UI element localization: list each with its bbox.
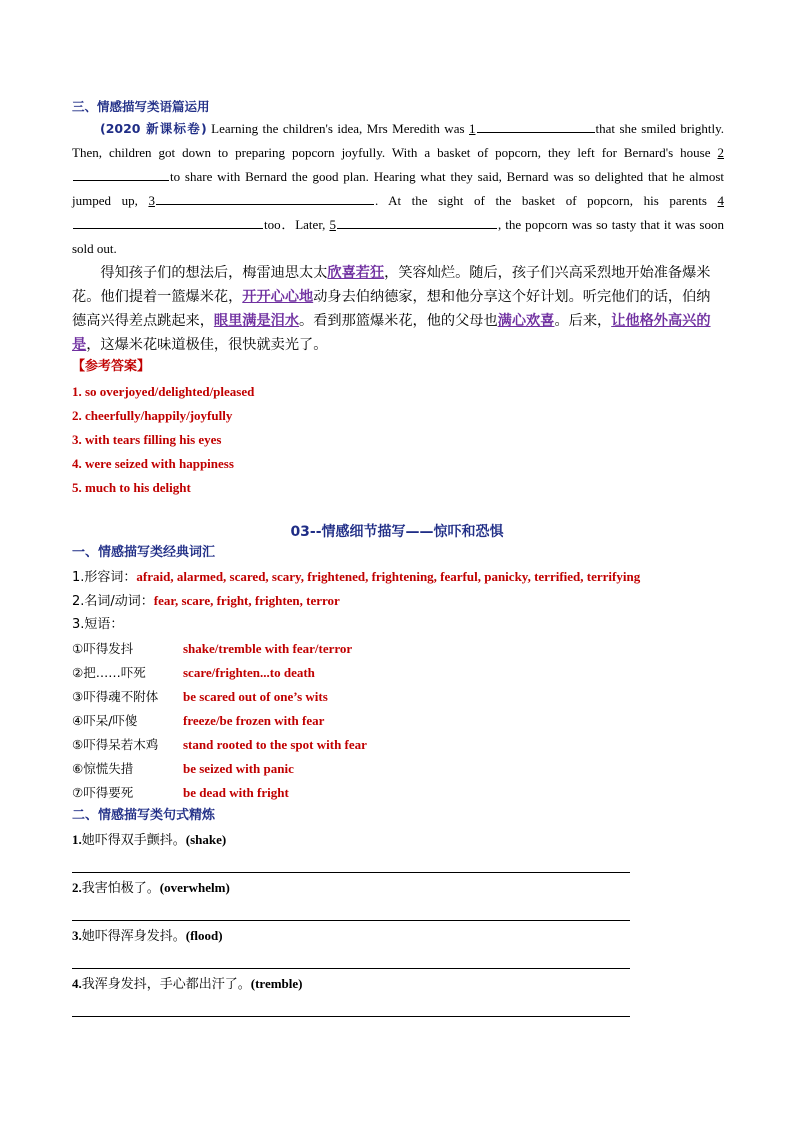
passage-text: too．Later, [264, 217, 330, 232]
sentence-item-2 [72, 876, 230, 901]
phrase-cn: ②把……吓死 [72, 665, 146, 680]
passage-text: Learning the children's idea, Mrs Meredith was [206, 121, 469, 136]
passage-text: . At the sight of the basket of popcorn, his parents [374, 193, 718, 208]
phrase-en: be scared out of one’s wits [183, 689, 328, 704]
answer-line-2[interactable] [72, 920, 630, 921]
sentence-number: 1. [72, 832, 82, 847]
sentence-number: 2. [72, 880, 82, 895]
blank-2[interactable] [73, 166, 169, 181]
highlight-phrase: 满心欢喜 [497, 313, 555, 329]
noun-verb-label: 2.名词/动词： [72, 594, 154, 609]
answer-label: 【参考答案】 [72, 359, 151, 374]
phrase-item [72, 757, 294, 781]
phrase-label: 3.短语： [72, 617, 124, 632]
answer-3: 3. with tears filling his eyes [72, 432, 222, 447]
adjective-words: afraid, alarmed, scared, scary, frightened, frightening, fearful, panicky, terrified, terrifying [136, 569, 641, 584]
answer-1: 1. so overjoyed/delighted/pleased [72, 384, 255, 399]
phrase-en: freeze/be frozen with fear [183, 713, 325, 728]
sentence-number: 4. [72, 976, 82, 991]
blank-5[interactable] [337, 214, 497, 229]
zh-text: 得知孩子们的想法后，梅雷迪思太太 [100, 265, 328, 281]
highlight-phrase: 眼里满是泪水 [213, 313, 300, 329]
zh-text: 。看到那篮爆米花，他的父母也 [299, 313, 498, 329]
highlight-phrase: 欣喜若狂 [327, 265, 385, 281]
adjective-label: 1.形容词： [72, 570, 137, 585]
sentence-heading: 二、情感描写类句式精炼 [72, 808, 216, 823]
phrase-item [72, 733, 367, 757]
sentence-cn: 她吓得浑身发抖。 [81, 929, 186, 944]
phrase-en: be seized with panic [183, 761, 294, 776]
noun-verb-row [72, 589, 340, 614]
blank-1-number: 1 [469, 121, 476, 136]
phrase-en: shake/tremble with fear/terror [183, 641, 353, 656]
vocab-heading: 一、情感描写类经典词汇 [72, 545, 216, 560]
zh-text: 动身去伯纳德家，想和他分享这个好计划。听完他们的话，伯纳德高兴得差点跳起来， [72, 289, 711, 329]
sentence-cn: 她吓得双手颤抖。 [81, 833, 186, 848]
sentence-item-4 [72, 972, 303, 997]
phrase-cn: ④吓呆/吓傻 [72, 713, 138, 728]
phrase-item [72, 637, 352, 661]
phrase-en: scare/frighten...to death [183, 665, 315, 680]
zh-text: ，笑容灿烂。随后，孩子们兴高采烈地开始准备爆米花。他们提着一篮爆米花， [72, 265, 711, 305]
zh-text: ，这爆米花味道极佳，很快就卖光了。 [86, 337, 328, 353]
phrase-item [72, 661, 315, 685]
passage-text: to share with Bernard the good plan. Hearing what they said, Bernard was so delighted that he almost jumped up, [72, 169, 724, 208]
blank-4[interactable] [73, 214, 263, 229]
highlight-phrase: 让他格外高兴的是 [72, 313, 711, 353]
section-title: 03--情感细节描写——惊吓和恐惧 [290, 524, 504, 540]
phrase-item [72, 781, 289, 805]
adjective-row [72, 565, 640, 590]
passage-text: that she smiled brightly. Then, children got down to preparing popcorn joyfully. With a basket of popcorn, they left for Bernard's house [72, 121, 724, 160]
phrase-en: stand rooted to the spot with fear [183, 737, 367, 752]
answer-4: 4. were seized with happiness [72, 456, 234, 471]
blank-5-number: 5 [329, 217, 336, 232]
phrase-cn: ⑥惊慌失措 [72, 761, 134, 776]
phrase-en: be dead with fright [183, 785, 289, 800]
sentence-cn: 我害怕极了。 [81, 881, 160, 896]
highlight-phrase: 开开心心地 [242, 289, 314, 305]
blank-3[interactable] [156, 190, 374, 205]
answer-line-4[interactable] [72, 1016, 630, 1017]
section-heading-usage: 三、情感描写类语篇运用 [72, 99, 210, 114]
sentence-item-3 [72, 924, 223, 949]
sentence-hint: (tremble) [250, 976, 303, 991]
blank-2-number: 2 [717, 145, 724, 160]
answer-5: 5. much to his delight [72, 480, 191, 495]
chinese-passage [72, 261, 724, 357]
source-label: (2020 新课标卷) [100, 121, 207, 136]
zh-text: 。后来， [554, 313, 612, 329]
noun-verb-words: fear, scare, fright, frighten, terror [153, 593, 340, 608]
english-passage [72, 117, 724, 261]
sentence-number: 3. [72, 928, 82, 943]
answer-2: 2. cheerfully/happily/joyfully [72, 408, 233, 423]
sentence-item-1 [72, 828, 226, 853]
phrase-item [72, 685, 328, 709]
phrase-cn: ①吓得发抖 [72, 641, 134, 656]
phrase-cn: ③吓得魂不附体 [72, 689, 159, 704]
sentence-hint: (overwhelm) [159, 880, 230, 895]
phrase-item [72, 709, 324, 733]
blank-4-number: 4 [717, 193, 724, 208]
sentence-hint: (shake) [185, 832, 227, 847]
sentence-cn: 我浑身发抖，手心都出汗了。 [81, 977, 251, 992]
blank-1[interactable] [477, 118, 595, 133]
sentence-hint: (flood) [185, 928, 223, 943]
answer-line-3[interactable] [72, 968, 630, 969]
blank-3-number: 3 [148, 193, 155, 208]
passage-text: , the popcorn was so tasty that it was soon sold out. [72, 217, 724, 256]
phrase-cn: ⑤吓得呆若木鸡 [72, 737, 159, 752]
answer-line-1[interactable] [72, 872, 630, 873]
phrase-cn: ⑦吓得要死 [72, 785, 134, 800]
